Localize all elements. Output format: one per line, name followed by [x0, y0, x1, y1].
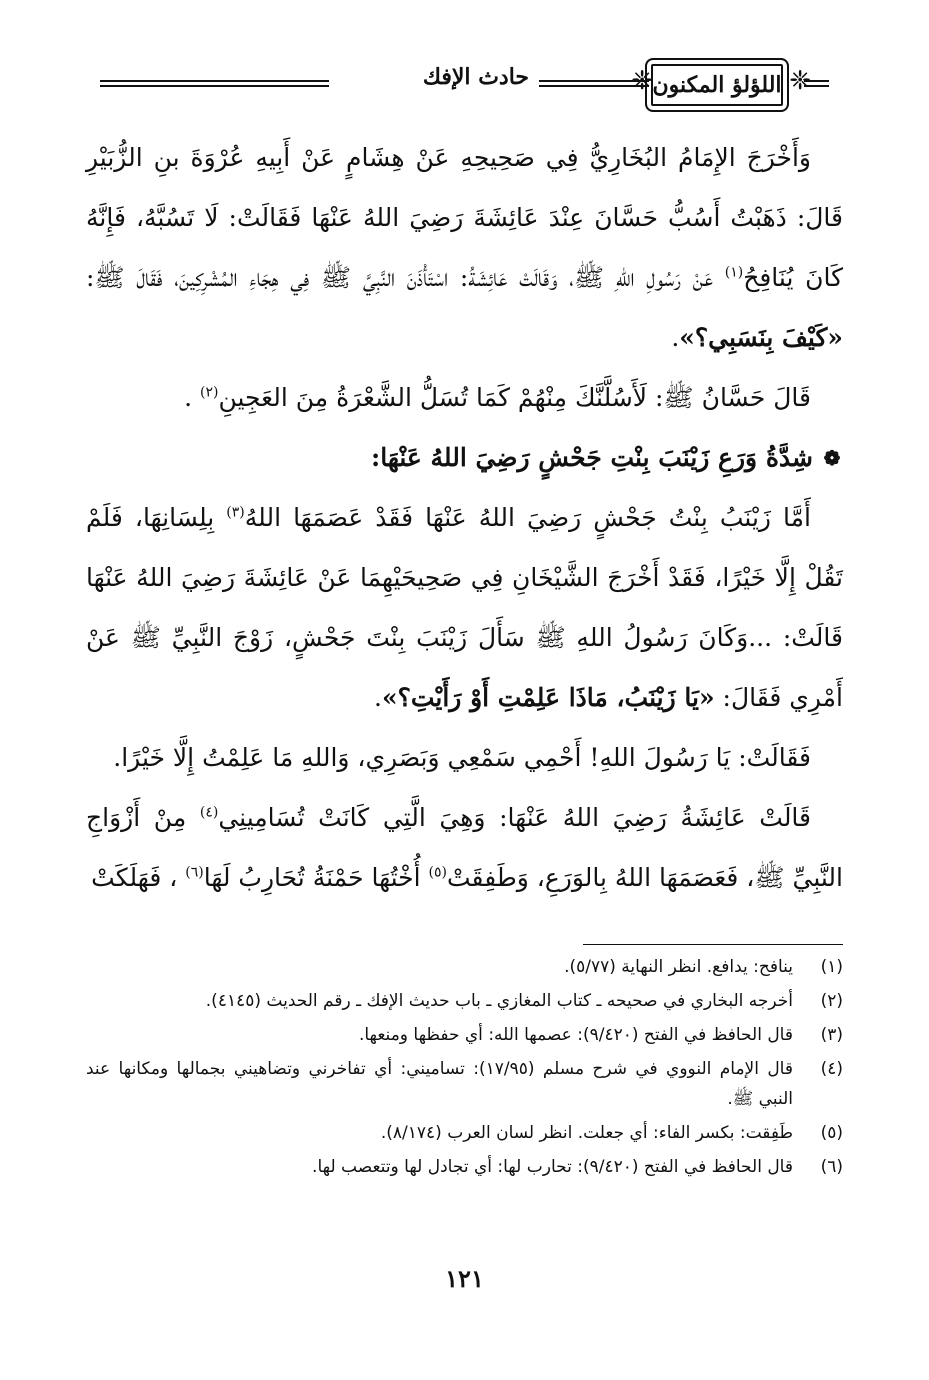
footnote	[86, 1118, 843, 1148]
footnote-number: (٤)	[820, 1059, 843, 1079]
text-run: .	[374, 683, 382, 712]
footnote-text: ينافح: يدافع. انظر النهاية (٥/٧٧).	[564, 957, 793, 977]
page-number: ١٢١	[445, 1264, 484, 1293]
paragraph	[86, 368, 843, 428]
footnote-number: (١)	[820, 957, 843, 977]
footnote-ref[interactable]: (٢)	[199, 384, 219, 401]
running-header	[100, 50, 829, 130]
text-run: وَأَخْرَجَ الإِمَامُ البُخَارِيُّ فِي صَحِيحِهِ عَنْ هِشَامٍ عَنْ أَبِيهِ عُرْوَةَ بنِ الزُّبَيْرِ قَالَ: ذَهَبْتُ أَسُبُّ حَسَّانَ عِنْدَ عَائِشَةَ رَضِيَ اللهُ عَنْهَا فَقَالَتْ: لَا تَسُبَّهُ، فَإِنَّهُ كَانَ يُنَافِحُ	[86, 143, 843, 292]
header-rule-middle	[539, 80, 649, 87]
ornament-icon: ❈	[789, 66, 811, 96]
text-run: ، فَهَلَكَتْ	[91, 863, 186, 892]
text-run: مِنْ أَزْوَاجِ النَّبِيِّ ﷺ، فَعَصَمَهَا اللهُ بِالوَرَعِ، وَطَفِقَتْ	[86, 803, 843, 892]
text-run: قَالَتْ عَائِشَةُ رَضِيَ اللهُ عَنْهَا: وَهِيَ الَّتِي كَانَتْ تُسَامِينِي	[218, 803, 811, 832]
header-rule-left	[100, 80, 329, 87]
footnote-number: (٥)	[820, 1123, 843, 1143]
text-run: بِلِسَانِهَا، فَلَمْ تَقُلْ إِلَّا خَيْرًا، فَقَدْ أَخْرَجَ الشَّيْخَانِ فِي صَحِيحَيْهِمَا عَنْ عَائِشَةَ رَضِيَ اللهُ عَنْهَا قَالَتْ: ...وَكَانَ رَسُولُ اللهِ ﷺ سَأَلَ زَيْنَبَ بِنْتَ جَحْشٍ، زَوْجَ النَّبِيِّ ﷺ عَنْ أَمْرِي فَقَالَ:	[86, 503, 843, 712]
footnote-ref[interactable]: (٦)	[185, 864, 204, 881]
section-heading	[86, 428, 843, 488]
footnote-number: (٢)	[820, 991, 843, 1011]
footnote-ref[interactable]: (٥)	[428, 864, 447, 881]
main-text	[86, 128, 843, 908]
footnote-separator	[583, 944, 843, 945]
footnote	[86, 1020, 843, 1050]
hadith-quote: «يَا زَيْنَبُ، مَاذَا عَلِمْتِ أَوْ رَأَيْتِ؟»	[381, 683, 715, 712]
text-run: .	[671, 323, 680, 352]
footnote	[86, 952, 843, 982]
footnote-text: طَفِقت: بكسر الفاء: أي جعلت. انظر لسان العرب (٨/١٧٤).	[380, 1123, 793, 1143]
footnote-number: (٦)	[820, 1157, 843, 1177]
paragraph	[86, 728, 843, 788]
footnote-text: قال الإمام النووي في شرح مسلم (١٧/٩٥): تساميني: أي تفاخرني وتضاهيني بجمالها ومكانها عند النبي ﷺ.	[86, 1059, 793, 1109]
footnote-text: أخرجه البخاري في صحيحه ـ كتاب المغازي ـ باب حديث الإفك ـ رقم الحديث (٤١٤٥).	[205, 991, 793, 1011]
flower-icon: ❁	[823, 446, 841, 470]
paragraph	[86, 788, 843, 908]
footnote-text: قال الحافظ في الفتح (٩/٤٢٠): عصمها الله: أي حفظها ومنعها.	[358, 1025, 793, 1045]
footnote	[86, 1152, 843, 1182]
footnote	[86, 1054, 843, 1114]
footnote-number: (٣)	[820, 1025, 843, 1045]
footnote-ref[interactable]: (٤)	[199, 804, 219, 821]
footnote	[86, 986, 843, 1016]
paragraph	[86, 128, 843, 368]
paragraph	[86, 488, 843, 728]
text-run: عَنْ رَسُولِ اللهِ ﷺ، وَقَالَتْ عَائِشَةُ: اسْتَأْذَنَ النَّبِيَّ ﷺ فِي هِجَاءِ المُشْرِكِينَ، فَقَالَ ﷺ:	[86, 263, 725, 292]
footnote-ref[interactable]: (١)	[724, 264, 744, 281]
footnotes	[86, 952, 843, 1186]
text-run: .	[184, 383, 200, 412]
text-run: أُخْتُهَا حَمْنَةُ تُحَارِبُ لَهَا	[203, 863, 429, 892]
ornament-icon: ❈	[631, 66, 653, 96]
section-heading-text: شِدَّةُ وَرَعِ زَيْنَبَ بِنْتِ جَحْشٍ رَضِيَ اللهُ عَنْهَا:	[370, 443, 813, 472]
book-title: اللؤلؤ المكنون	[645, 58, 789, 112]
footnote-ref[interactable]: (٣)	[226, 504, 245, 521]
hadith-quote: «كَيْفَ بِنَسَبِي؟»	[679, 323, 843, 352]
text-run: أَمَّا زَيْنَبُ بِنْتُ جَحْشٍ رَضِيَ اللهُ عَنْهَا فَقَدْ عَصَمَهَا اللهُ	[244, 503, 811, 532]
footnote-text: قال الحافظ في الفتح (٩/٤٢٠): تحارب لها: أي تجادل لها وتتعصب لها.	[312, 1157, 793, 1177]
text-run: قَالَ حَسَّانُ ﷺ: لَأَسُلَّنَّكَ مِنْهُمْ كَمَا تُسَلُّ الشَّعْرَةُ مِنَ العَجِينِ	[218, 383, 811, 412]
text-run: فَقَالَتْ: يَا رَسُولَ اللهِ! أَحْمِي سَمْعِي وَبَصَرِي، وَاللهِ مَا عَلِمْتُ إِلَّا خَيْرًا.	[113, 743, 811, 772]
chapter-title: حادث الإفك	[422, 64, 529, 90]
